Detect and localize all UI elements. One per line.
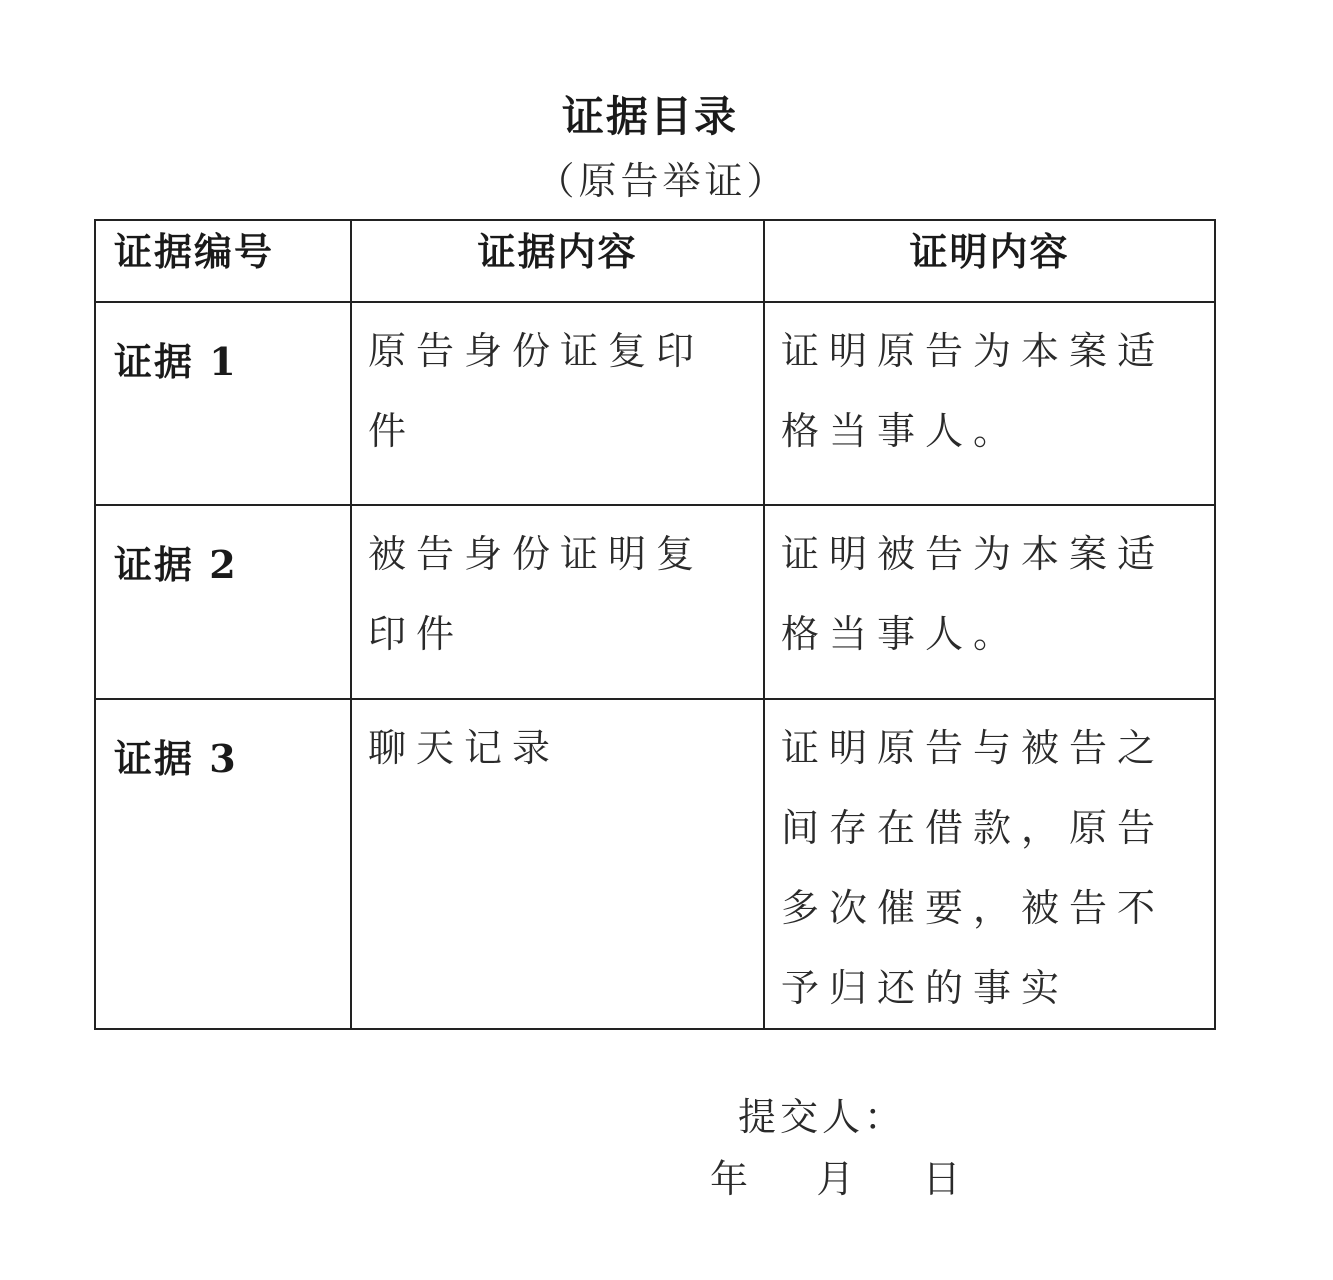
evidence-content-cell [351, 505, 764, 699]
evidence-id-cell [95, 302, 351, 505]
table-header-row [95, 220, 1215, 302]
evidence-id-cell [95, 505, 351, 699]
proof-content: 证明原告为本案适格当事人。 [781, 329, 1166, 453]
evidence-id: 证据 1 [114, 339, 238, 384]
evidence-content: 被告身份证明复印件 [368, 532, 705, 656]
evidence-table [94, 219, 1216, 1030]
proof-content: 证明被告为本案适格当事人。 [781, 532, 1166, 656]
evidence-id-cell [95, 699, 351, 1029]
proof-content-cell [764, 302, 1215, 505]
table-row [95, 505, 1215, 699]
proof-content: 证明原告与被告之间存在借款，原告多次催要，被告不予归还的事实 [781, 726, 1166, 1010]
table-row [95, 302, 1215, 505]
table-row [95, 699, 1215, 1029]
evidence-content: 原告身份证复印件 [368, 329, 705, 453]
header-evidence-content: 证据内容 [351, 220, 764, 302]
document-title: 证据目录 [561, 92, 738, 141]
header-proof-content: 证明内容 [764, 220, 1215, 302]
header-evidence-number: 证据编号 [95, 220, 351, 302]
evidence-content-cell [351, 699, 764, 1029]
evidence-id: 证据 3 [114, 736, 238, 781]
proof-content-cell [764, 699, 1215, 1029]
evidence-content-cell [351, 302, 764, 505]
evidence-content: 聊天记录 [368, 726, 561, 770]
evidence-id: 证据 2 [114, 542, 238, 587]
document-subtitle: （原告举证） [536, 159, 789, 203]
submitter-label: 提交人： [738, 1095, 907, 1139]
proof-content-cell [764, 505, 1215, 699]
date-label: 年 月 日 [710, 1157, 965, 1201]
